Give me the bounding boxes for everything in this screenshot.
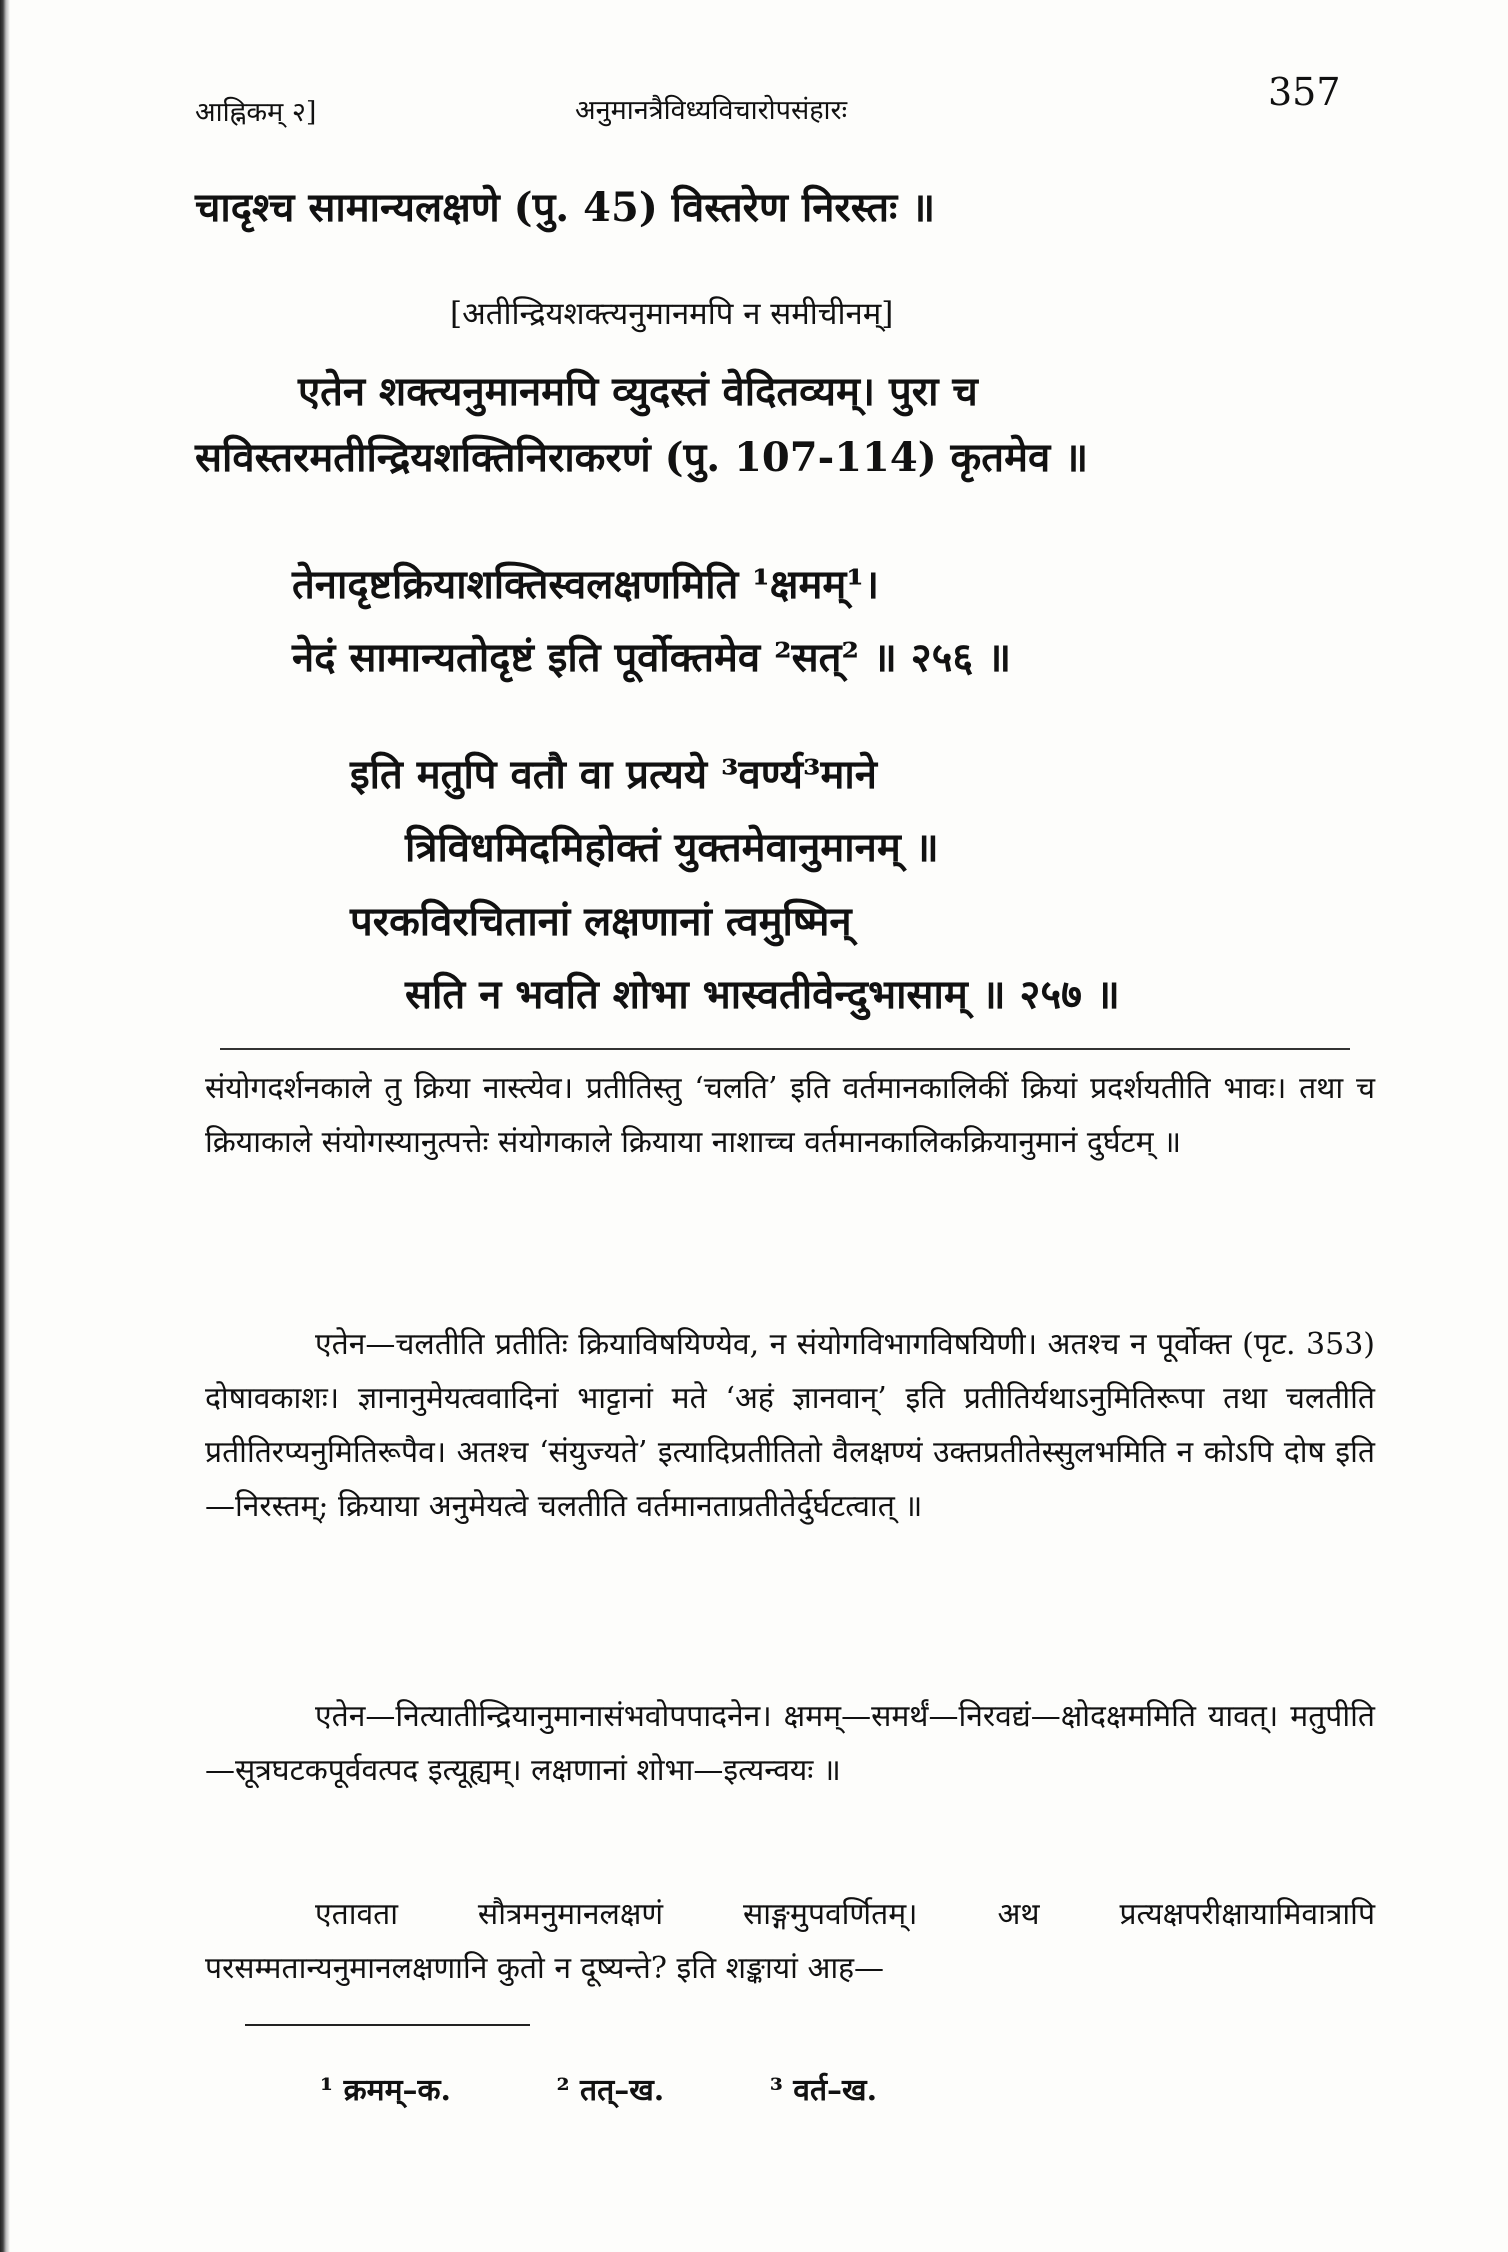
verse-257-line-1: इति मतुपि वतौ वा प्रत्यये ³वर्ण्य³माने xyxy=(350,751,877,798)
verse-257-line-2: त्रिविधमिदमिहोक्तं युक्तमेवानुमानम् ॥ xyxy=(405,824,939,871)
footnote-2: ² तत्–ख. xyxy=(556,2073,665,2108)
footnote-1: ¹ क्रमम्–क. xyxy=(320,2073,451,2108)
commentary-text: एतेन—नित्यातीन्द्रियानुमानासंभवोपपादनेन। क्षमम्—समर्थं—निरवद्यं—क्षोदक्षममिति यावत्। मतुपीति—सूत्रघटकपूर्ववत्पद इत्यूह्यम्। लक्षणानां शोभा—इत्यन्वयः ॥ xyxy=(205,1699,1375,1788)
verse-257-line-4: सति न भवति शोभा भास्वतीवेन्दुभासाम् ॥ २५७ ॥ xyxy=(405,971,1120,1018)
running-header-title: अनुमानत्रैविध्यविचारोपसंहारः xyxy=(575,95,848,126)
commentary-paragraph-1 xyxy=(205,1062,1375,1170)
commentary-text: एतावता सौत्रमनुमानलक्षणं साङ्गमुपवर्णितम्। अथ प्रत्यक्षपरीक्षायामिवात्रापि परसम्मतान्यनुमानलक्षणानि कुतो न दूष्यन्ते? इति शङ्कायां आह— xyxy=(205,1897,1375,1986)
verse-257-line-3: परकविरचितानां लक्षणानां त्वमुष्मिन् xyxy=(350,898,852,945)
commentary-paragraph-4 xyxy=(205,1888,1375,1996)
commentary-divider xyxy=(220,1048,1350,1050)
running-header-left: आह्निकम् २] xyxy=(195,97,317,128)
body-line-1: चादृश्च सामान्यलक्षणे (पु. 45) विस्तरेण निरस्तः ॥ xyxy=(195,184,936,231)
verse-256-line-2: नेदं सामान्यतोदृष्टं इति पूर्वोक्तमेव ²सत्² ॥ २५६ ॥ xyxy=(292,634,1012,681)
footnotes xyxy=(320,2068,972,2109)
commentary-paragraph-3 xyxy=(205,1690,1375,1798)
footnote-3: ³ वर्त–ख. xyxy=(769,2073,878,2108)
body-paragraph-line-2: सविस्तरमतीन्द्रियशक्तिनिराकरणं (पु. 107-114) कृतमेव ॥ xyxy=(195,434,1089,481)
footnote-divider xyxy=(245,2024,530,2026)
page-number: 357 xyxy=(1268,70,1341,114)
commentary-text: एतेन—चलतीति प्रतीतिः क्रियाविषयिण्येव, न संयोगविभागविषयिणी। अतश्च न पूर्वोक्त (पृट. 353) दोषावकाशः। ज्ञानानुमेयत्ववादिनां भाट्टानां मते ‘अहं ज्ञानवान्’ इति प्रतीतिर्यथाऽनुमितिरूपा तथा चलतीति प्रतीतिरप्यनुमितिरूपैव। अतश्च ‘संयुज्यते’ इत्यादिप्रतीतितो वैलक्षण्यं उक्तप्रतीतेस्सुलभमिति न कोऽपि दोष इति—निरस्तम्; क्रियाया अनुमेयत्वे चलतीति वर्तमानताप्रतीतेर्दुर्घटत्वात् ॥ xyxy=(205,1327,1375,1524)
commentary-text: संयोगदर्शनकाले तु क्रिया नास्त्येव। प्रतीतिस्तु ‘चलति’ इति वर्तमानकालिकीं क्रियां प्रदर्शयतीति भावः। तथा च क्रियाकाले संयोगस्यानुत्पत्तेः संयोगकाले क्रियाया नाशाच्च वर्तमानकालिकक्रियानुमानं दुर्घटम् ॥ xyxy=(205,1071,1375,1160)
verse-256-line-1: तेनादृष्टक्रियाशक्तिस्वलक्षणमिति ¹क्षमम्¹। xyxy=(292,561,880,608)
body-paragraph-line-1: एतेन शक्त्यनुमानमपि व्युदस्तं वेदितव्यम्। पुरा च xyxy=(298,368,978,415)
commentary-paragraph-2 xyxy=(205,1318,1375,1534)
section-subheading: [अतीन्द्रियशक्त्यनुमानमपि न समीचीनम्] xyxy=(450,296,894,332)
